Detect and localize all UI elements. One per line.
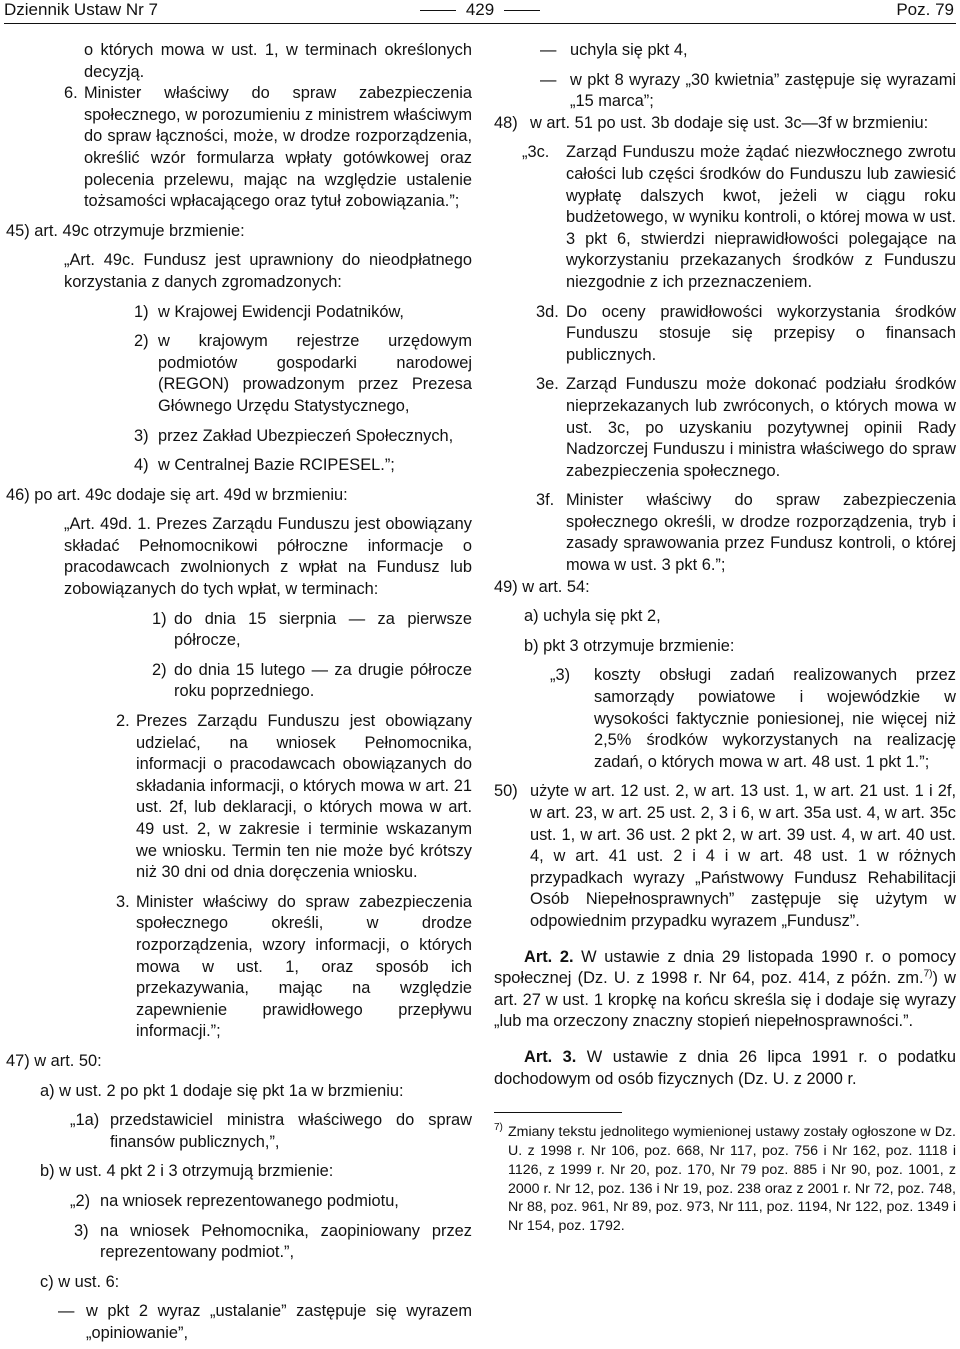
section-text: Zarząd Funduszu może dokonać podziału środków nieprzekazanych lub zwróconych, o których mowa w ust. 3c, po uzyskaniu pozytywnej opinii Rady Nadzorczej Funduszu i ministra właściwego do spraw zabezpieczenia społecznego. xyxy=(566,375,956,480)
page-number: 429 xyxy=(465,0,495,19)
footnote-ref: 7) xyxy=(923,968,933,980)
amendment-50 xyxy=(494,781,956,932)
footnote-number: 7) xyxy=(494,1122,503,1134)
quoted-item xyxy=(494,665,956,773)
article-text: Prezes Zarządu Funduszu jest obowiązany składać Pełnomocnikowi półroczne informacje o pracodawcach zwolnionych z wpłat na Fundusz lub zobowiązanych do tych wpłat, w terminach: xyxy=(64,515,472,599)
header-dash-left xyxy=(420,10,456,11)
quoted-text: koszty obsługi zadań realizowanych przez samorządy powiatowe i wojewódzkie w wysokości faktycznie poniesionej, nie więcej niż 2,5% środków wykorzystanych na realizację zadań, o których mowa w art. 48 ust. 1 pkt 1.”; xyxy=(594,666,956,771)
list-number: 2) xyxy=(134,332,149,351)
quoted-item xyxy=(6,1110,472,1153)
quoted-number: „1a) xyxy=(70,1111,100,1130)
section-2 xyxy=(6,711,472,884)
sub-item-a: a) uchyla się pkt 2, xyxy=(524,607,661,626)
section-text: Minister właściwy do spraw zabezpieczenia społecznego określi, w drodze rozporządzenia, wzory informacji, o których mowa w ust. 1, oraz sposób ich przekazywania, mając na względzie zapewnienie prawidłowego przepływu informacji.”; xyxy=(136,892,472,1041)
left-column xyxy=(6,40,472,1344)
list-item xyxy=(6,302,472,324)
section-number: 3f. xyxy=(536,491,555,510)
amendment-number: 48) xyxy=(494,113,518,132)
article-text: W ustawie z dnia 26 lipca 1991 r. o podatku dochodowym od osób fizycznych (Dz. U. z 2000 r. xyxy=(494,1047,956,1088)
footnote-rule xyxy=(494,1112,622,1113)
list-text: w krajowym rejestrze urzędowym podmiotów gospodarki narodowej (REGON) prowadzonym przez Prezesa Głównego Urzędu Statystycznego, xyxy=(158,332,472,415)
quoted-text: na wniosek Pełnomocnika, zaopiniowany przez reprezentowany podmiot.”, xyxy=(100,1221,472,1262)
list-text: przez Zakład Ubezpieczeń Społecznych, xyxy=(158,426,454,445)
article-lead: „Art. 49d. 1. xyxy=(64,515,151,534)
amendment-48 xyxy=(494,113,956,135)
section-text: Prezes Zarządu Funduszu jest obowiązany udzielać, na wniosek Pełnomocnika, informacji o pracodawcach obowiązanych do składania informacji, o których mowa w art. 21 ust. 2f, lub deklaracji, o których mowa w art. 49 ust. 2, w zakresie i terminie wskazanym we wniosku. Termin ten nie może być krótszy niż 30 dni od dnia doręczenia wniosku. xyxy=(136,712,472,882)
dash-item xyxy=(6,1301,472,1344)
item-number: 6. xyxy=(64,84,78,103)
dash-text: uchyla się pkt 4, xyxy=(570,41,688,59)
list-item xyxy=(6,609,472,652)
section-text: Zarząd Funduszu może żądać niezwłocznego zwrotu całości lub części środków do Funduszu lub zawiesić wypłatę dalszych kwot, jeżeli w ciągu roku budżetowego, w wyniku kontroli, o której mowa w ust. 3 pkt 6, stwierdzi nieprawidłowości polegające na wykorzystaniu przekazanych środków z Funduszu niezgodnie z ich przeznaczeniem. xyxy=(566,143,956,291)
list-number: 4) xyxy=(134,456,149,475)
quoted-number: 3) xyxy=(74,1221,89,1240)
page-number-block xyxy=(0,0,960,20)
amendment-number: 50) xyxy=(494,782,518,801)
dash-marker: — xyxy=(540,70,557,89)
paragraph-item-6 xyxy=(6,83,472,213)
amendment-45: 45) art. 49c otrzymuje brzmienie: xyxy=(6,221,245,240)
list-item xyxy=(6,660,472,703)
page-header xyxy=(0,0,960,22)
right-column xyxy=(494,40,956,1236)
list-text: w Centralnej Bazie RCIPESEL.”; xyxy=(158,456,395,475)
list-number: 1) xyxy=(134,302,149,321)
section-3c xyxy=(494,142,956,293)
header-dash-right xyxy=(504,10,540,11)
amendment-text: użyte w art. 12 ust. 2, w art. 13 ust. 1, w art. 21 ust. 1 i 2f, w art. 23, w art. 25 ust. 2, 3 i 6, w art. 35a ust. 4, w art. 35c ust. 1, w art. 36 ust. 2 pkt 2, w art. 39 ust. 4, w art. 40 ust. 4, w art. 41 ust. 2 i 4 i w art. 48 ust. 1 w różnych przypadkach wyrazy „Państwowy Fundusz Rehabilitacji Osób Niepełnosprawnych” zastępuje się użytym w odpowiednim przypadku wyrazem „Fundusz”. xyxy=(530,782,956,930)
section-number: 2. xyxy=(116,712,130,731)
list-number: 1) xyxy=(152,609,167,628)
section-number: „3c. xyxy=(522,143,550,162)
sub-item-b: b) w ust. 4 pkt 2 i 3 otrzymują brzmienie: xyxy=(40,1162,334,1181)
article-3 xyxy=(494,1047,956,1090)
section-text: Do oceny prawidłowości wykorzystania środków Funduszu stosuje się przepisy o finansach publicznych. xyxy=(566,302,956,364)
article-2 xyxy=(494,947,956,1033)
article-text-a: W ustawie z dnia 29 listopada 1990 r. o pomocy społecznej (Dz. U. z 1998 r. Nr 64, poz. 414, z późn. zm. xyxy=(494,947,956,988)
journal-title: Dziennik Ustaw Nr 7 xyxy=(4,0,158,19)
amendment-text: w art. 51 po ust. 3b dodaje się ust. 3c—3f w brzmieniu: xyxy=(530,113,929,132)
footnote-text: Zmiany tekstu jednolitego wymienionej ustawy zostały ogłoszone w Dz. U. z 1998 r. Nr 106, poz. 668, Nr 117, poz. 756 i Nr 162, poz. 1118 i 1126, z 1999 r. Nr 20, poz. 170, Nr 79 poz. 885 i Nr 90, poz. 1001, z 2000 r. Nr 12, poz. 136 i Nr 19, poz. 238 oraz z 2001 r. Nr 72, poz. 748, Nr 88, poz. 961, Nr 89, poz. 973, Nr 111, poz. 1194, Nr 122, poz. 1349 i Nr 154, poz. 1792. xyxy=(508,1124,956,1235)
section-3f xyxy=(494,490,956,576)
amendment-49: 49) w art. 54: xyxy=(494,577,590,596)
article-49c xyxy=(6,250,472,293)
header-rule xyxy=(4,23,956,24)
article-text: Fundusz jest uprawniony do nieodpłatnego korzystania z danych zgromadzonych: xyxy=(64,251,473,291)
quoted-text: przedstawiciel ministra właściwego do spraw finansów publicznych,”, xyxy=(110,1111,472,1151)
amendment-46: 46) po art. 49c dodaje się art. 49d w brzmieniu: xyxy=(6,485,348,504)
article-49d xyxy=(6,514,472,600)
amendment-47: 47) w art. 50: xyxy=(6,1051,102,1070)
dash-text: w pkt 2 wyraz „ustalanie” zastępuje się wyrazem „opiniowanie”, xyxy=(86,1302,472,1342)
footnote xyxy=(494,1123,956,1236)
quoted-number: „2) xyxy=(70,1191,91,1210)
article-lead: „Art. 49c. xyxy=(64,251,135,270)
list-text: do dnia 15 sierpnia — za pierwsze półrocze, xyxy=(174,609,472,650)
list-number: 3) xyxy=(134,426,149,445)
item-text: Minister właściwy do spraw zabezpieczenia społecznego, w porozumieniu z ministrem właściwym do spraw łączności, może, w drodze rozporządzenia, określić wzór formularza wpłaty gotówkowej oraz polecenia przelewu, mając na względzie ustalenie tożsamości wpłacającego oraz tytuł zobowiązania.”; xyxy=(84,84,472,211)
position-number: Poz. 79 xyxy=(896,0,954,19)
dash-marker: — xyxy=(58,1302,75,1321)
quoted-item xyxy=(6,1191,472,1213)
quoted-text: na wniosek reprezentowanego podmiotu, xyxy=(100,1191,399,1210)
paragraph: o których mowa w ust. 1, w terminach określonych decyzją. xyxy=(84,41,472,81)
section-number: 3d. xyxy=(536,302,559,321)
list-item xyxy=(6,455,472,477)
sub-item-a: a) w ust. 2 po pkt 1 dodaje się pkt 1a w brzmieniu: xyxy=(40,1081,404,1100)
quoted-item xyxy=(6,1221,472,1264)
article-text-b: ) w art. 27 w ust. 1 kropkę na końcu skreśla się i dodaje się wyrazy „lub ma orzeczony znaczny stopień niepełnosprawności.”. xyxy=(494,969,956,1031)
dash-text: w pkt 8 wyrazy „30 kwietnia” zastępuje się wyrazami „15 marca”; xyxy=(570,70,956,111)
dash-marker: — xyxy=(540,41,557,59)
list-text: do dnia 15 lutego — za drugie półrocze roku poprzedniego. xyxy=(174,660,472,701)
list-text: w Krajowej Ewidencji Podatników, xyxy=(158,302,404,321)
quoted-number: „3) xyxy=(550,666,571,685)
section-3e xyxy=(494,374,956,482)
article-lead: Art. 2. xyxy=(524,947,574,966)
list-item xyxy=(6,426,472,448)
sub-item-c: c) w ust. 6: xyxy=(40,1272,120,1291)
article-lead: Art. 3. xyxy=(524,1047,577,1066)
list-item xyxy=(6,331,472,417)
section-text: Minister właściwy do spraw zabezpieczenia społecznego określi, w drodze rozporządzenia, tryb i zasady sprawowania przez Fundusz kontroli, o której mowa w ust. 3 pkt 6.”; xyxy=(566,491,956,575)
sub-item-b: b) pkt 3 otrzymuje brzmienie: xyxy=(524,636,735,655)
section-3d xyxy=(494,302,956,367)
section-3 xyxy=(6,892,472,1043)
dash-item xyxy=(494,40,956,62)
section-number: 3e. xyxy=(536,375,559,394)
section-number: 3. xyxy=(116,892,130,911)
dash-item xyxy=(494,70,956,113)
list-number: 2) xyxy=(152,660,167,679)
